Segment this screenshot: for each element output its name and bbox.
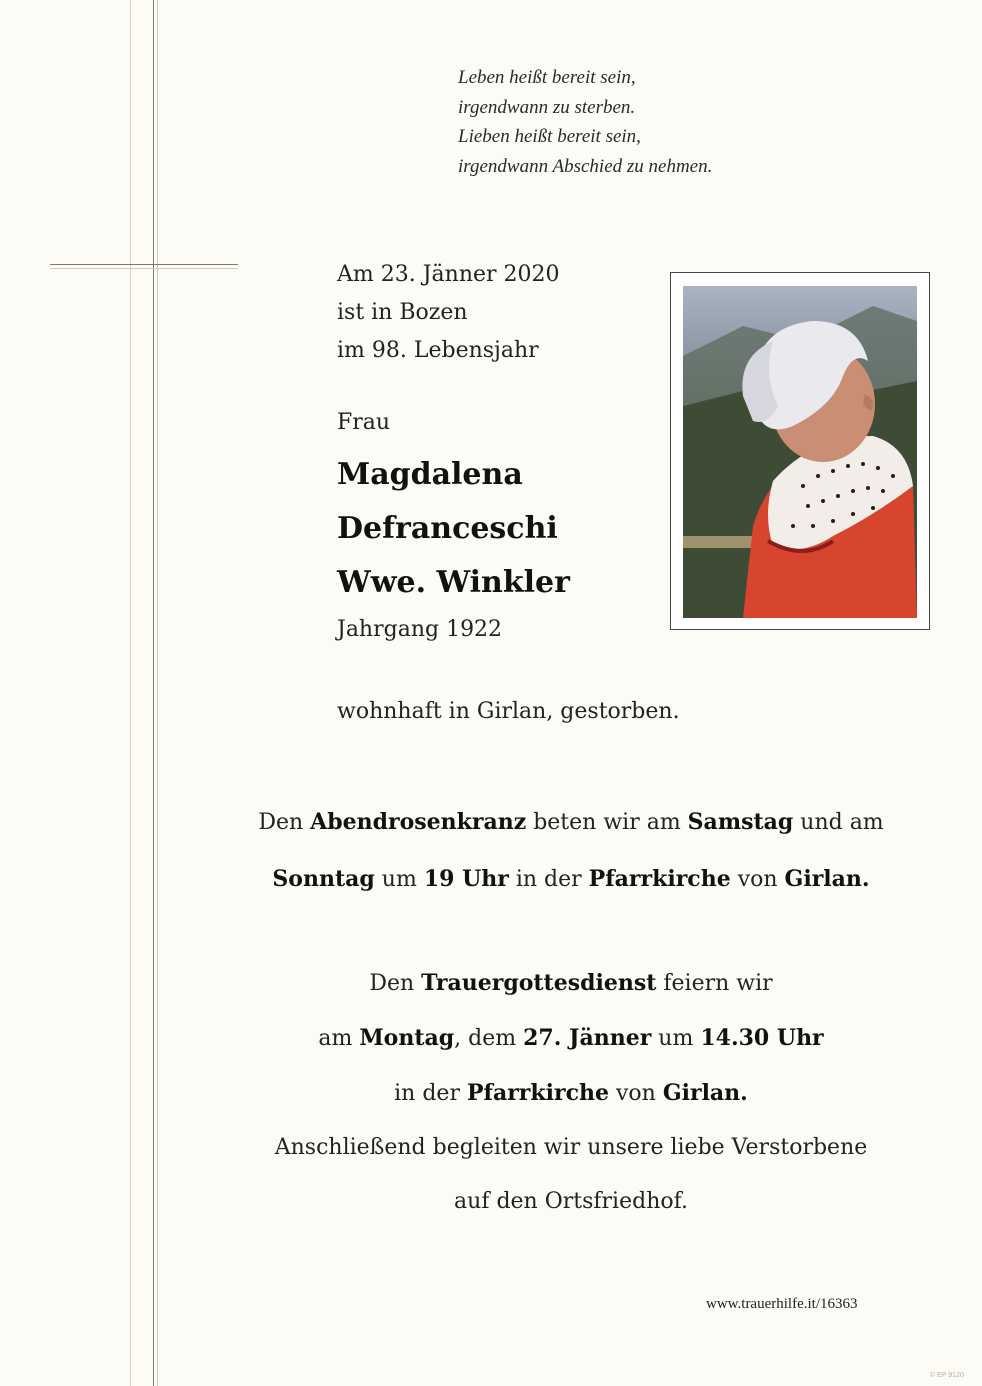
age-line: im 98. Lebensjahr <box>337 338 539 363</box>
death-date-line: Am 23. Jänner 2020 <box>337 262 560 287</box>
last-name: Defranceschi <box>337 511 558 546</box>
funeral-line-5: auf den Ortsfriedhof. <box>454 1189 688 1214</box>
birth-year: Jahrgang 1922 <box>337 617 503 642</box>
first-name: Magdalena <box>337 457 523 492</box>
text-fragment: feiern wir <box>656 971 773 996</box>
poem-line: irgendwann zu sterben. <box>458 96 636 118</box>
text-fragment: in der <box>508 867 589 892</box>
cross-vertical-outer-line <box>130 0 131 1386</box>
funeral-line-3 <box>160 1066 982 1121</box>
funeral-line-1 <box>160 956 982 1011</box>
portrait-illustration <box>683 286 917 618</box>
death-place-line: ist in Bozen <box>337 300 468 325</box>
funeral-line-2 <box>160 1011 982 1066</box>
text-fragment: am <box>318 1026 360 1051</box>
poem-line: Leben heißt bereit sein, <box>458 67 636 88</box>
text-fragment: um <box>374 867 424 892</box>
text-fragment: von <box>730 867 785 892</box>
highlighted-text: Samstag <box>687 809 794 835</box>
text-fragment: um <box>651 1026 701 1051</box>
deceased-name <box>337 448 657 610</box>
residence-line: wohnhaft in Girlan, gestorben. <box>337 699 680 724</box>
salutation: Frau <box>337 410 391 435</box>
highlighted-text: Pfarrkirche <box>466 1080 609 1106</box>
funeral-line-4: Anschließend begleiten wir unsere liebe Verstorbene <box>274 1135 868 1160</box>
highlighted-text: Pfarrkirche <box>588 866 731 892</box>
cross-vertical-line <box>153 0 154 1386</box>
poem-line: Lieben heißt bereit sein, <box>458 126 641 147</box>
portrait-photo <box>683 286 917 618</box>
website-url: www.trauerhilfe.it/16363 <box>706 1296 858 1312</box>
rosary-line-2 <box>160 851 982 908</box>
highlighted-text: Sonntag <box>272 866 375 892</box>
funeral-notice <box>160 956 982 1229</box>
highlighted-text: Trauergottesdienst <box>421 970 657 996</box>
highlighted-text: 14.30 Uhr <box>700 1025 824 1051</box>
text-fragment: beten wir am <box>526 810 688 835</box>
portrait-frame <box>670 272 930 630</box>
highlighted-text: Abendrosenkranz <box>310 809 527 835</box>
poem-line: irgendwann Abschied zu nehmen. <box>458 155 713 177</box>
cross-horizontal-line <box>50 264 238 265</box>
text-fragment: und am <box>793 810 884 835</box>
death-announcement <box>337 256 657 370</box>
rosary-line-1 <box>160 794 982 851</box>
highlighted-text: 19 Uhr <box>423 866 509 892</box>
cross-vertical-shadow-line <box>157 0 158 1386</box>
highlighted-text: 27. Jänner <box>523 1025 652 1051</box>
print-code: © EP 9120 <box>930 1372 964 1379</box>
highlighted-text: Girlan. <box>662 1080 748 1106</box>
text-fragment: , dem <box>454 1026 524 1051</box>
rosary-notice <box>160 794 982 908</box>
text-fragment: von <box>608 1081 663 1106</box>
widow-name: Wwe. Winkler <box>337 565 570 600</box>
memorial-poem <box>458 63 878 181</box>
text-fragment: Den <box>369 971 422 996</box>
text-fragment: Den <box>258 810 311 835</box>
text-fragment: in der <box>394 1081 467 1106</box>
cross-horizontal-shadow-line <box>50 268 238 269</box>
highlighted-text: Montag <box>359 1025 455 1051</box>
highlighted-text: Girlan. <box>784 866 870 892</box>
